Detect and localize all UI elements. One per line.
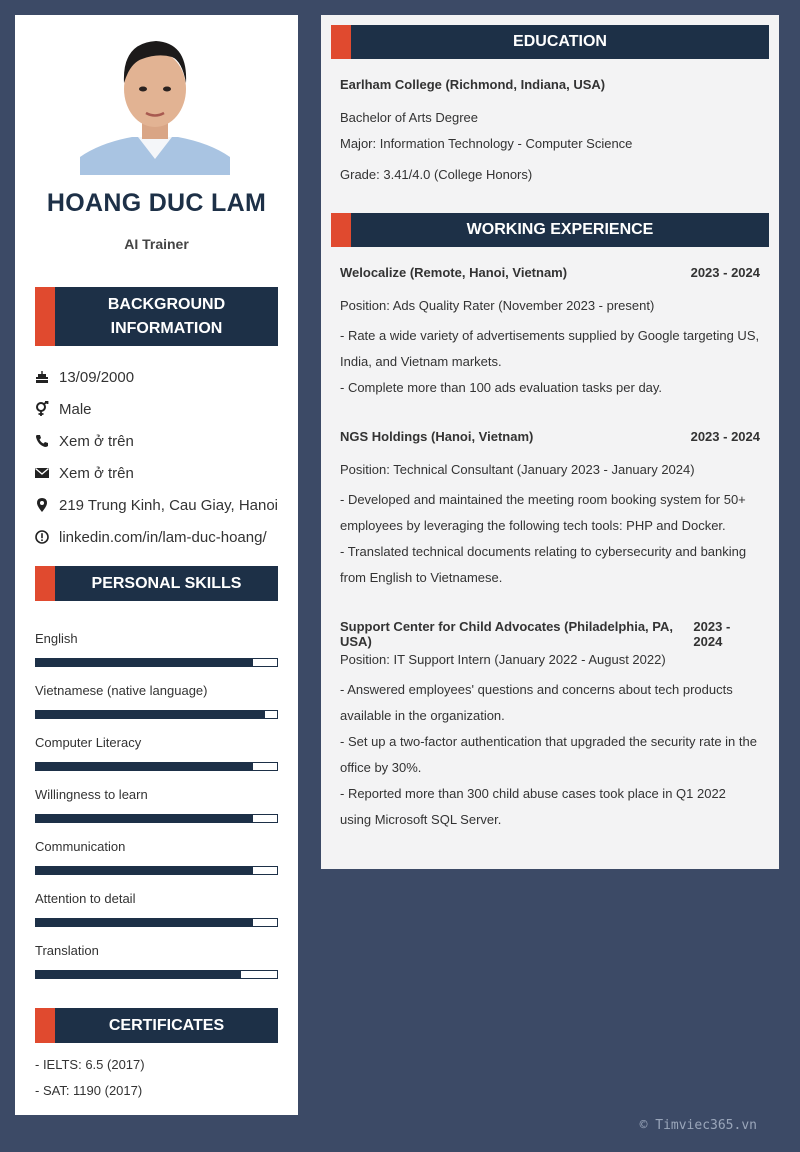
skill-bar-fill — [36, 815, 253, 822]
skill-item — [35, 629, 278, 681]
skill-item — [35, 785, 278, 837]
birthdate-text: 13/09/2000 — [59, 368, 135, 386]
job-detail: - Set up a two-factor authentication that upgraded the security rate in the office by 30%. — [340, 734, 757, 775]
avatar — [80, 25, 230, 175]
background-heading-line1: BACKGROUND — [107, 295, 226, 313]
job-detail: - Developed and maintained the meeting room booking system for 50+ employees by leveraging the following tech tools: PHP and Docker. — [340, 492, 746, 533]
job-detail: - Rate a wide variety of advertisements supplied by Google targeting US, India, and Vietnam markets. — [340, 328, 760, 369]
skill-bar-fill — [36, 919, 253, 926]
certificates-heading-text: CERTIFICATES — [108, 1016, 225, 1034]
skill-item — [35, 837, 278, 889]
address-text: 219 Trung Kinh, Cau Giay, Hanoi — [59, 496, 279, 514]
info-icon — [35, 529, 49, 545]
skills-heading — [35, 566, 278, 601]
skill-label: Communication — [35, 839, 126, 854]
list-item — [35, 361, 285, 393]
job-period: 2023 - 2024 — [693, 619, 731, 649]
heading-accent — [35, 566, 55, 601]
skill-bar — [35, 970, 278, 979]
heading-accent — [331, 25, 351, 59]
skill-label: Attention to detail — [35, 891, 136, 906]
job-company: NGS Holdings (Hanoi, Vietnam) — [340, 429, 534, 444]
job-header — [340, 265, 760, 280]
list-item — [35, 425, 285, 457]
phone-text: Xem ở trên — [59, 432, 134, 450]
heading-accent — [35, 287, 55, 346]
skill-bar-fill — [36, 711, 265, 718]
list-item: - IELTS: 6.5 (2017) — [35, 1057, 145, 1072]
certificates-list — [35, 1056, 145, 1108]
background-heading — [35, 287, 278, 346]
school-name: Earlham College (Richmond, Indiana, USA) — [340, 77, 606, 92]
right-column — [321, 15, 779, 869]
phone-icon — [35, 433, 49, 449]
list-item: - SAT: 1190 (2017) — [35, 1083, 143, 1098]
background-heading-text — [108, 293, 225, 341]
job-company: Support Center for Child Advocates (Philadelphia, PA, USA) — [340, 619, 673, 649]
skill-bar — [35, 866, 278, 875]
job-detail: - Complete more than 100 ads evaluation tasks per day. — [340, 380, 663, 395]
job-position: Position: IT Support Intern (January 2022 - August 2022) — [340, 652, 666, 667]
skills-heading-text: PERSONAL SKILLS — [91, 574, 242, 592]
job-header — [340, 619, 760, 649]
email-icon — [35, 465, 49, 481]
list-item — [35, 521, 285, 553]
job-position: Position: Technical Consultant (January 2023 - January 2024) — [340, 462, 695, 477]
job-detail: - Translated technical documents relating to cybersecurity and banking from English to Vietnamese. — [340, 544, 747, 585]
education-heading — [331, 25, 769, 59]
skill-bar-fill — [36, 971, 241, 978]
certificates-heading — [35, 1008, 278, 1043]
skill-bar-fill — [36, 763, 253, 770]
education-heading-text: EDUCATION — [513, 33, 607, 50]
list-item — [35, 489, 285, 521]
skill-label: Translation — [35, 943, 99, 958]
skill-item — [35, 733, 278, 785]
grade-text: Grade: 3.41/4.0 (College Honors) — [340, 167, 533, 182]
skill-item — [35, 941, 278, 993]
job-period: 2023 - 2024 — [690, 429, 760, 444]
background-heading-line2: INFORMATION — [110, 319, 223, 337]
job-period: 2023 - 2024 — [690, 265, 760, 280]
gender-text: Male — [59, 400, 92, 418]
email-text: Xem ở trên — [59, 464, 134, 482]
cake-icon — [35, 369, 49, 385]
experience-heading-text: WORKING EXPERIENCE — [466, 221, 654, 238]
skill-bar — [35, 710, 278, 719]
job-position: Position: Ads Quality Rater (November 2023 - present) — [340, 298, 655, 313]
heading-accent — [35, 1008, 55, 1043]
skill-bar — [35, 918, 278, 927]
skill-bar — [35, 814, 278, 823]
skill-bar-fill — [36, 659, 253, 666]
skill-label: Vietnamese (native language) — [35, 683, 208, 698]
skill-bar-fill — [36, 867, 253, 874]
skill-item — [35, 889, 278, 941]
degree-text: Bachelor of Arts Degree — [340, 110, 479, 125]
heading-accent — [331, 213, 351, 247]
job-detail: - Reported more than 300 child abuse cases took place in Q1 2022 using Microsoft SQL Server. — [340, 786, 726, 827]
linkedin-link[interactable]: linkedin.com/in/lam-duc-hoang/ — [59, 528, 267, 546]
major-text: Major: Information Technology - Computer Science — [340, 136, 633, 151]
location-pin-icon — [35, 497, 49, 513]
job-detail: - Answered employees' questions and concerns about tech products available in the organization. — [340, 682, 733, 723]
gender-icon — [35, 401, 49, 417]
job-header — [340, 429, 760, 444]
list-item — [35, 457, 285, 489]
skill-bar — [35, 658, 278, 667]
skill-label: Willingness to learn — [35, 787, 148, 802]
candidate-role: AI Trainer — [124, 236, 189, 252]
background-info-list — [35, 361, 285, 553]
skills-list — [35, 629, 278, 993]
candidate-name: HOANG DUC LAM — [46, 189, 267, 217]
skill-label: English — [35, 631, 78, 646]
footer-watermark: © Timviec365.vn — [639, 1118, 757, 1133]
job-company: Welocalize (Remote, Hanoi, Vietnam) — [340, 265, 568, 280]
skill-bar — [35, 762, 278, 771]
experience-heading — [331, 213, 769, 247]
list-item — [35, 393, 285, 425]
skill-item — [35, 681, 278, 733]
skill-label: Computer Literacy — [35, 735, 142, 750]
left-column — [15, 15, 298, 1115]
